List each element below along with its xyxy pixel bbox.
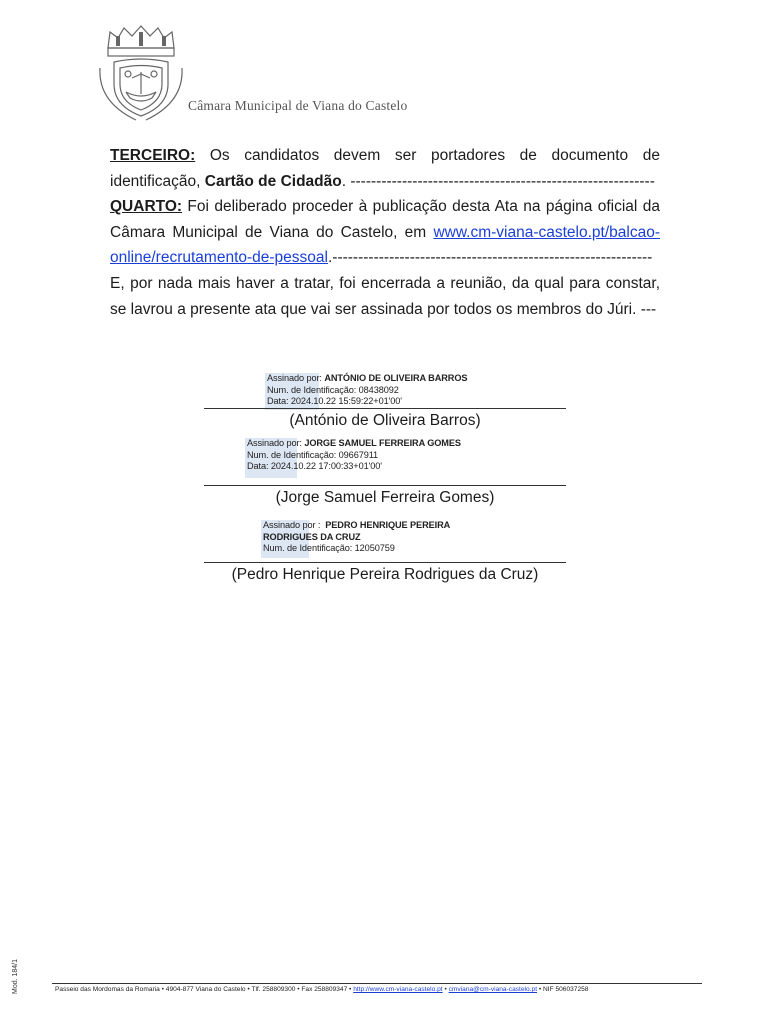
id-document-name: Cartão de Cidadão xyxy=(204,172,342,190)
signed-by-label: Assinado por: xyxy=(247,438,302,448)
signer-name: JORGE SAMUEL FERREIRA GOMES xyxy=(304,438,461,448)
recruitment-page-link[interactable]: www.cm-viana-castelo.pt/balcao-online/recrutamento-de-pessoal xyxy=(110,223,660,267)
signature-line xyxy=(204,408,566,409)
signer-id: Num. de Identificação: 09667911 xyxy=(247,449,379,460)
footer-address: Passeio das Mordomas da Romaria • 4904-877 Viana do Castelo • Tlf. 258809300 • Fax 258809347 • xyxy=(55,986,354,993)
page-footer: Passeio das Mordomas da Romaria • 4904-877 Viana do Castelo • Tlf. 258809300 • Fax 258809347 • http://www.cm-viana-castelo.pt • cmviana@cm-viana-castelo.pt • NIF 506037258 xyxy=(55,986,589,993)
signer-name: ANTÓNIO DE OLIVEIRA BARROS xyxy=(324,373,468,383)
signature-date: Data: 2024.10.22 15:59:22+01'00' xyxy=(267,396,402,406)
digital-signature-stamp xyxy=(263,520,450,555)
signer-name-line1: PEDRO HENRIQUE PEREIRA xyxy=(325,520,451,530)
signed-by-label: Assinado por: xyxy=(267,373,322,383)
signature-date: Data: 2024.10.22 17:00:33+01'00' xyxy=(247,461,382,471)
municipal-crest-logo xyxy=(96,22,186,122)
signed-by-label: Assinado por : xyxy=(263,520,321,530)
keyword-quarto: QUARTO: xyxy=(110,198,183,216)
footer-nif: • NIF 506037258 xyxy=(537,986,589,993)
document-header xyxy=(96,22,436,122)
dash-filler: .-------------------------------------------------------------- xyxy=(327,249,653,267)
document-body xyxy=(110,143,660,322)
footer-email-link[interactable]: cmviana@cm-viana-castelo.pt xyxy=(448,986,538,993)
paragraph-quarto xyxy=(110,194,660,271)
signer-id: Num. de Identificação: 12050759 xyxy=(263,543,395,553)
keyword-terceiro: TERCEIRO: xyxy=(110,147,196,164)
signatory-name: (Pedro Henrique Pereira Rodrigues da Cruz) xyxy=(231,566,539,583)
signature-line xyxy=(204,485,566,486)
paragraph-closing: E, por nada mais haver a tratar, foi encerrada a reunião, da qual para constar, se lavrou a presente ata que vai ser assinada por todos os membros do Júri. --- xyxy=(110,274,660,318)
digital-signature-stamp xyxy=(267,373,467,408)
footer-divider xyxy=(52,983,702,984)
digital-signature-stamp xyxy=(247,438,461,473)
signatory-name: (António de Oliveira Barros) xyxy=(289,412,481,429)
organization-name: Câmara Municipal de Viana do Castelo xyxy=(188,98,408,113)
signer-id: Num. de Identificação: 08438092 xyxy=(267,384,399,395)
footer-website-link[interactable]: http://www.cm-viana-castelo.pt xyxy=(353,986,443,993)
form-code: Mod. 184/1 xyxy=(12,958,19,994)
paragraph-text: Foi deliberado proceder à publicação desta Ata na página oficial da Câmara Municipal de Viana do Castelo, em xyxy=(110,198,660,241)
signatory-name: (Jorge Samuel Ferreira Gomes) xyxy=(275,489,495,506)
dash-filler: . ----------------------------------------------------------- xyxy=(341,172,655,190)
paragraph-text: Os candidatos devem ser portadores de documento de identificação, xyxy=(110,147,660,190)
paragraph-terceiro xyxy=(110,143,660,194)
signer-name-line2: RODRIGUES DA CRUZ xyxy=(263,531,361,542)
signature-line xyxy=(204,562,566,563)
